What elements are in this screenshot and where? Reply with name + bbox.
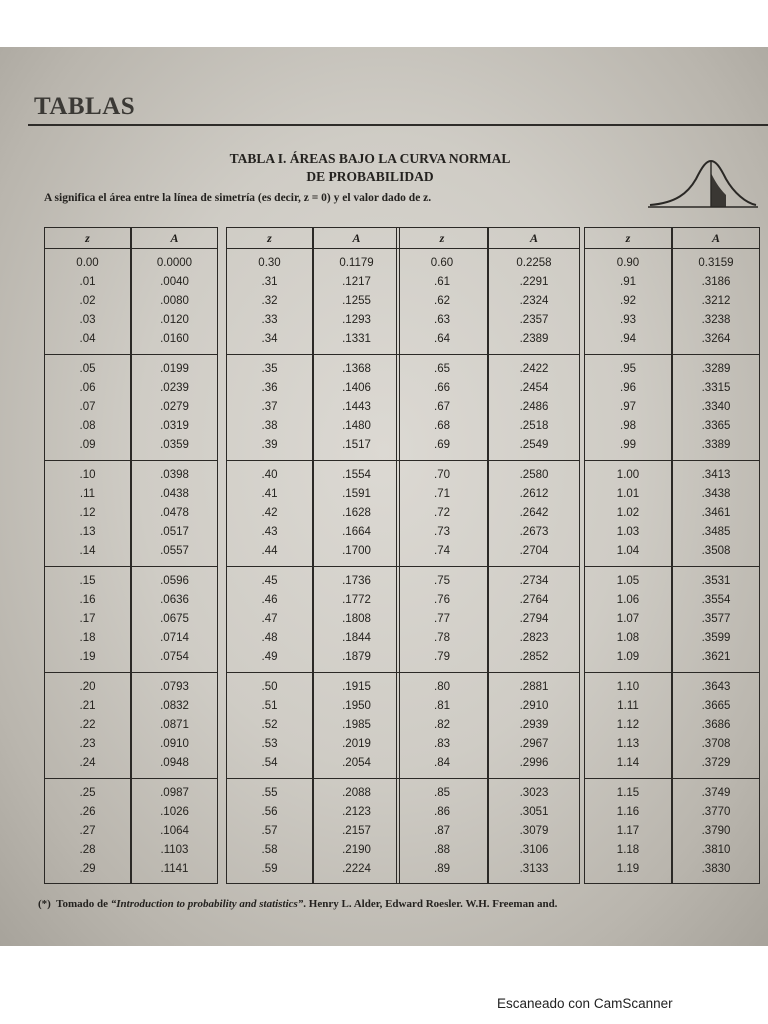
z-value: .33 — [261, 314, 278, 326]
z-value: .11 — [79, 488, 96, 500]
area-value: .2324 — [519, 295, 549, 307]
area-value: .3438 — [701, 488, 731, 500]
normal-curve-icon — [648, 157, 758, 209]
z-value: .12 — [79, 507, 96, 519]
area-value: .3554 — [701, 594, 731, 606]
footnote-book: “Introduction to probability and statistics” — [110, 898, 304, 910]
z-value: .20 — [79, 681, 96, 693]
footnote-mark: (*) — [38, 898, 51, 910]
table-title-line-1: TABLA I. ÁREAS BAJO LA CURVA NORMAL — [229, 151, 511, 166]
z-value: .14 — [79, 545, 96, 557]
area-value: .3461 — [701, 507, 731, 519]
area-value: .0517 — [160, 526, 189, 538]
area-value: .2422 — [519, 363, 549, 375]
area-value: .0596 — [160, 575, 189, 587]
z-value: .65 — [434, 363, 450, 375]
area-value: .2580 — [519, 469, 549, 481]
z-value: .74 — [434, 545, 450, 557]
z-value: .49 — [261, 651, 278, 663]
z-value: 1.04 — [616, 545, 640, 557]
z-value: .57 — [261, 825, 278, 837]
z-value: .01 — [79, 276, 96, 288]
column-header-a: A — [170, 231, 179, 245]
area-value: .3413 — [701, 469, 731, 481]
z-value: .89 — [434, 863, 450, 875]
group-divider — [397, 460, 579, 461]
area-value: .1772 — [342, 594, 371, 606]
area-value: .3577 — [701, 613, 731, 625]
area-value: .3790 — [701, 825, 731, 837]
table-subtitle: A significa el área entre la línea de simetría (es decir, z = 0) y el valor dado de z. — [44, 192, 432, 204]
area-value: .3106 — [519, 844, 549, 856]
group-divider — [397, 778, 579, 779]
z-value: .97 — [620, 401, 636, 413]
z-value: .16 — [79, 594, 96, 606]
z-value: .81 — [434, 700, 450, 712]
column-header-a: A — [529, 231, 538, 245]
area-value: .1591 — [342, 488, 371, 500]
z-value: .80 — [434, 681, 450, 693]
group-divider — [585, 354, 759, 355]
z-value: 1.02 — [616, 507, 640, 519]
z-value: .18 — [79, 632, 96, 644]
area-value: .3315 — [701, 382, 731, 394]
area-value: .1879 — [342, 651, 371, 663]
group-divider — [227, 672, 399, 673]
z-value: .23 — [79, 738, 96, 750]
footnote-authors: . Henry L. Alder, Edward Roesler. W.H. Freeman and. — [303, 898, 558, 910]
z-value: .03 — [79, 314, 96, 326]
area-value: .2642 — [519, 507, 549, 519]
z-value: .56 — [261, 806, 278, 818]
area-value: .0557 — [160, 545, 189, 557]
z-value: 1.10 — [616, 681, 640, 693]
area-value: .1443 — [342, 401, 371, 413]
z-value: .83 — [434, 738, 450, 750]
z-value: 1.05 — [616, 575, 640, 587]
area-value: .0319 — [160, 420, 189, 432]
section-rule — [28, 124, 768, 126]
area-value: .1064 — [160, 825, 189, 837]
area-value: .1255 — [342, 295, 371, 307]
area-value: .1950 — [342, 700, 371, 712]
group-divider — [585, 672, 759, 673]
z-value: 1.13 — [616, 738, 640, 750]
z-value: .10 — [79, 469, 96, 481]
z-value: .71 — [434, 488, 450, 500]
z-value: .88 — [434, 844, 450, 856]
area-value: .2910 — [519, 700, 549, 712]
group-divider — [397, 566, 579, 567]
z-value: .09 — [79, 439, 96, 451]
z-value: .28 — [79, 844, 96, 856]
area-value: .3485 — [701, 526, 731, 538]
area-value: .1517 — [342, 439, 371, 451]
area-value: .1915 — [342, 681, 371, 693]
group-divider — [585, 460, 759, 461]
z-value: .05 — [79, 363, 96, 375]
z-value: 1.03 — [616, 526, 640, 538]
footnote — [38, 898, 557, 910]
z-value: .75 — [434, 575, 450, 587]
area-value: .2454 — [519, 382, 549, 394]
z-value: .21 — [79, 700, 96, 712]
z-value: .45 — [261, 575, 278, 587]
area-value: .2734 — [519, 575, 549, 587]
z-value: .58 — [261, 844, 278, 856]
z-value: 1.14 — [616, 757, 640, 769]
area-value: .1103 — [160, 844, 189, 856]
z-value: .31 — [261, 276, 278, 288]
z-value: .43 — [261, 526, 278, 538]
area-value: 0.0000 — [156, 257, 193, 269]
area-value: .2996 — [519, 757, 549, 769]
z-value: .73 — [434, 526, 450, 538]
area-value: .2673 — [519, 526, 549, 538]
area-value: .2088 — [342, 787, 371, 799]
area-value: .3289 — [701, 363, 731, 375]
area-value: 0.2258 — [516, 257, 552, 269]
z-value: .77 — [434, 613, 450, 625]
column-header-z: z — [625, 231, 631, 245]
area-value: .2881 — [519, 681, 549, 693]
area-value: .3212 — [701, 295, 731, 307]
area-value: .2549 — [519, 439, 549, 451]
z-value: .91 — [620, 276, 636, 288]
z-value: .99 — [620, 439, 636, 451]
z-value: .36 — [261, 382, 278, 394]
table-title — [150, 150, 590, 186]
area-value: .0080 — [160, 295, 189, 307]
z-value: .19 — [79, 651, 96, 663]
area-value: .2486 — [519, 401, 549, 413]
area-value: .3389 — [701, 439, 731, 451]
z-value: .26 — [79, 806, 96, 818]
area-value: .0754 — [160, 651, 189, 663]
group-divider — [585, 778, 759, 779]
area-value: .3023 — [519, 787, 549, 799]
column-header-z: z — [439, 231, 445, 245]
area-value: .1700 — [342, 545, 371, 557]
area-value: .0359 — [160, 439, 189, 451]
z-value: .22 — [79, 719, 96, 731]
column-header-z: z — [267, 231, 272, 245]
z-value: .87 — [434, 825, 450, 837]
area-value: .2190 — [342, 844, 371, 856]
z-value: .24 — [79, 757, 96, 769]
group-divider — [227, 460, 399, 461]
area-value: .0948 — [160, 757, 189, 769]
area-value: .0793 — [160, 681, 189, 693]
area-value: .1406 — [342, 382, 371, 394]
area-value: .3051 — [519, 806, 549, 818]
area-value: .2019 — [342, 738, 371, 750]
z-value: .13 — [79, 526, 96, 538]
z-value: .29 — [79, 863, 96, 875]
area-value: .0987 — [160, 787, 189, 799]
area-value: .3133 — [519, 863, 549, 875]
z-value: .78 — [434, 632, 450, 644]
z-value: .07 — [79, 401, 96, 413]
z-value: .70 — [434, 469, 450, 481]
z-value: .53 — [261, 738, 278, 750]
z-value: .17 — [79, 613, 96, 625]
area-value: .2704 — [519, 545, 549, 557]
area-value: .0714 — [160, 632, 189, 644]
z-value: .37 — [261, 401, 278, 413]
column-header-a: A — [711, 231, 720, 245]
area-value: .3665 — [701, 700, 731, 712]
z-value: 1.09 — [616, 651, 640, 663]
area-value: .2764 — [519, 594, 549, 606]
area-value: .2357 — [519, 314, 549, 326]
group-divider — [45, 672, 217, 673]
area-value: .3079 — [519, 825, 549, 837]
z-value: .63 — [434, 314, 450, 326]
area-value: .2518 — [519, 420, 549, 432]
area-value: .2389 — [519, 333, 549, 345]
z-value: .86 — [434, 806, 450, 818]
area-value: .3508 — [701, 545, 731, 557]
group-divider — [585, 566, 759, 567]
column-header-a: A — [352, 231, 361, 245]
z-value: .96 — [620, 382, 636, 394]
z-value: .51 — [261, 700, 278, 712]
z-value: .39 — [261, 439, 278, 451]
z-value: 1.16 — [616, 806, 640, 818]
area-value: .2939 — [519, 719, 549, 731]
scanned-page — [0, 47, 768, 946]
z-value: .79 — [434, 651, 450, 663]
z-value: 1.00 — [616, 469, 640, 481]
z-value: 1.19 — [616, 863, 640, 875]
z-value: .66 — [434, 382, 450, 394]
table-block-1 — [44, 227, 218, 884]
z-value: .04 — [79, 333, 96, 345]
z-value: 1.07 — [616, 613, 640, 625]
z-value: .38 — [261, 420, 278, 432]
area-value: .0279 — [160, 401, 189, 413]
group-divider — [45, 566, 217, 567]
area-value: .2823 — [519, 632, 549, 644]
z-value: .95 — [620, 363, 636, 375]
area-value: .0478 — [160, 507, 189, 519]
section-header: TABLAS — [34, 93, 136, 120]
area-value: 0.1179 — [339, 257, 374, 269]
z-value: .25 — [79, 787, 96, 799]
z-value: 0.90 — [616, 257, 640, 269]
z-value: .85 — [434, 787, 450, 799]
group-divider — [45, 460, 217, 461]
z-value: .06 — [79, 382, 96, 394]
area-value: .1664 — [342, 526, 371, 538]
z-value: 1.01 — [616, 488, 640, 500]
z-value: .46 — [261, 594, 278, 606]
z-value: .61 — [434, 276, 450, 288]
footnote-prefix: Tomado de — [56, 898, 111, 910]
group-divider — [227, 354, 399, 355]
z-value: .34 — [261, 333, 278, 345]
z-value: .02 — [79, 295, 96, 307]
z-value: 1.11 — [617, 700, 639, 712]
area-value: .1480 — [342, 420, 371, 432]
area-value: .1844 — [342, 632, 371, 644]
area-value: .2291 — [519, 276, 549, 288]
z-value: .98 — [620, 420, 636, 432]
area-value: .2224 — [342, 863, 371, 875]
area-value: 0.3159 — [698, 257, 734, 269]
area-value: .3264 — [701, 333, 731, 345]
z-value: .54 — [261, 757, 278, 769]
group-divider — [45, 354, 217, 355]
area-value: .3643 — [701, 681, 731, 693]
area-value: .3830 — [701, 863, 731, 875]
area-value: .0636 — [160, 594, 189, 606]
table-block-4 — [584, 227, 760, 884]
z-value: .48 — [261, 632, 278, 644]
area-value: .1736 — [342, 575, 371, 587]
area-value: .0832 — [160, 700, 189, 712]
area-value: .0910 — [160, 738, 189, 750]
area-value: .0871 — [160, 719, 189, 731]
area-value: .1141 — [160, 863, 189, 875]
group-divider — [227, 566, 399, 567]
area-value: .1331 — [342, 333, 371, 345]
area-value: .3729 — [701, 757, 731, 769]
area-value: .0239 — [160, 382, 189, 394]
z-value: .94 — [620, 333, 636, 345]
area-value: .3810 — [701, 844, 731, 856]
area-value: .1985 — [342, 719, 371, 731]
area-value: .1293 — [342, 314, 371, 326]
group-divider — [397, 672, 579, 673]
area-value: .3599 — [701, 632, 731, 644]
area-value: .2794 — [519, 613, 549, 625]
group-divider — [45, 778, 217, 779]
area-value: .3531 — [701, 575, 731, 587]
z-value: .08 — [79, 420, 96, 432]
z-value: .82 — [434, 719, 450, 731]
z-value: 0.00 — [76, 257, 99, 269]
z-value: 0.30 — [258, 257, 281, 269]
area-value: .2612 — [519, 488, 549, 500]
z-value: 1.12 — [616, 719, 640, 731]
z-value: 1.06 — [616, 594, 640, 606]
area-value: .1554 — [342, 469, 371, 481]
area-value: .1808 — [342, 613, 371, 625]
z-value: 1.17 — [616, 825, 640, 837]
group-divider — [397, 354, 579, 355]
area-value: .3186 — [701, 276, 731, 288]
z-value: .62 — [434, 295, 450, 307]
area-value: .3749 — [701, 787, 731, 799]
z-value: .76 — [434, 594, 450, 606]
z-value: .42 — [261, 507, 278, 519]
area-value: .1026 — [160, 806, 189, 818]
z-value: .93 — [620, 314, 636, 326]
area-value: .3621 — [701, 651, 731, 663]
z-value: .32 — [261, 295, 278, 307]
column-header-z: z — [85, 231, 90, 245]
z-value: .27 — [79, 825, 96, 837]
z-value: .69 — [434, 439, 450, 451]
z-value: .72 — [434, 507, 450, 519]
area-value: .3238 — [701, 314, 731, 326]
table-title-line-2: DE PROBABILIDAD — [306, 169, 434, 184]
z-value: 1.18 — [616, 844, 640, 856]
area-value: .2852 — [519, 651, 549, 663]
area-value: .3365 — [701, 420, 731, 432]
z-value: .68 — [434, 420, 450, 432]
z-value: .50 — [261, 681, 278, 693]
area-value: .2123 — [342, 806, 371, 818]
area-value: .1628 — [342, 507, 371, 519]
z-value: .44 — [261, 545, 278, 557]
z-value: .40 — [261, 469, 278, 481]
z-value: 0.60 — [430, 257, 454, 269]
z-value: .59 — [261, 863, 278, 875]
z-value: .52 — [261, 719, 278, 731]
area-value: .1368 — [342, 363, 371, 375]
z-value: .92 — [620, 295, 636, 307]
z-value: .64 — [434, 333, 450, 345]
area-value: .3770 — [701, 806, 731, 818]
z-value: .55 — [261, 787, 278, 799]
area-value: .0675 — [160, 613, 189, 625]
area-value: .0199 — [160, 363, 189, 375]
area-value: .1217 — [342, 276, 371, 288]
z-value: .15 — [79, 575, 96, 587]
area-value: .3708 — [701, 738, 731, 750]
z-value: .35 — [261, 363, 278, 375]
z-value: 1.15 — [616, 787, 640, 799]
area-value: .3340 — [701, 401, 731, 413]
camscanner-watermark: Escaneado con CamScanner — [497, 996, 673, 1011]
z-value: 1.08 — [616, 632, 640, 644]
area-value: .2054 — [342, 757, 371, 769]
z-value: .84 — [434, 757, 450, 769]
area-value: .0160 — [160, 333, 189, 345]
z-value: .67 — [434, 401, 450, 413]
table-block-2 — [226, 227, 400, 884]
area-value: .0398 — [160, 469, 189, 481]
area-value: .2967 — [519, 738, 549, 750]
z-value: .47 — [261, 613, 278, 625]
z-value: .41 — [261, 488, 278, 500]
table-block-3 — [396, 227, 580, 884]
group-divider — [227, 778, 399, 779]
area-value: .3686 — [701, 719, 731, 731]
area-value: .2157 — [342, 825, 371, 837]
area-value: .0040 — [160, 276, 189, 288]
area-value: .0438 — [160, 488, 189, 500]
area-value: .0120 — [160, 314, 189, 326]
